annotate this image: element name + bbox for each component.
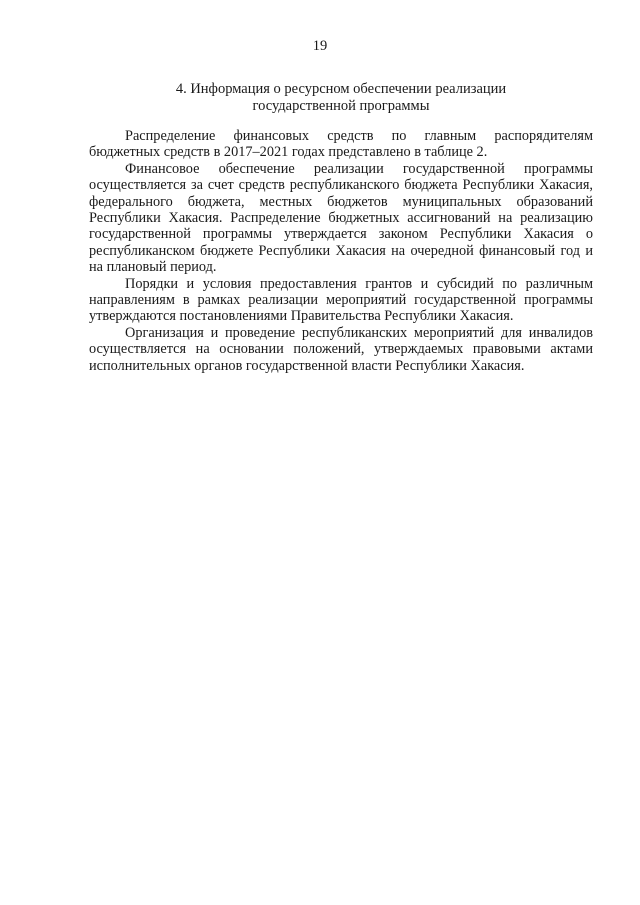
paragraph-financial-support: Финансовое обеспечение реализации государственной программы осуществляется за счет средств республиканского бюджета Республики Хакасия, федерального бюджета, местных бюджетов муниципальных образований Республики Хакасия. Распределение бюджетных ассигнований на реализацию государственной программы утверждается законом Республики Хакасия о республиканском бюджете Республики Хакасия на очередной финансовый год и на плановый период. [89,160,593,276]
section-heading-line-1: 4. Информация о ресурсном обеспечении реализации [175,81,507,97]
section-heading-line-2: государственной программы [252,98,430,114]
section-heading [100,81,582,115]
paragraph-events-organization: Организация и проведение республиканских мероприятий для инвалидов осуществляется на основании положений, утверждаемых правовыми актами исполнительных органов государственной власти Республики Хакасия. [89,324,593,374]
paragraph-budget-distribution: Распределение финансовых средств по главным распорядителям бюджетных средств в 2017–2021 годах представлено в таблице 2. [89,128,593,161]
page-number: 19 [312,38,328,54]
section-body [89,128,593,374]
paragraph-grants-subsidies: Порядки и условия предоставления грантов и субсидий по различным направлениям в рамках реализации мероприятий государственной программы утверждаются постановлениями Правительства Республики Хакасия. [89,275,593,325]
